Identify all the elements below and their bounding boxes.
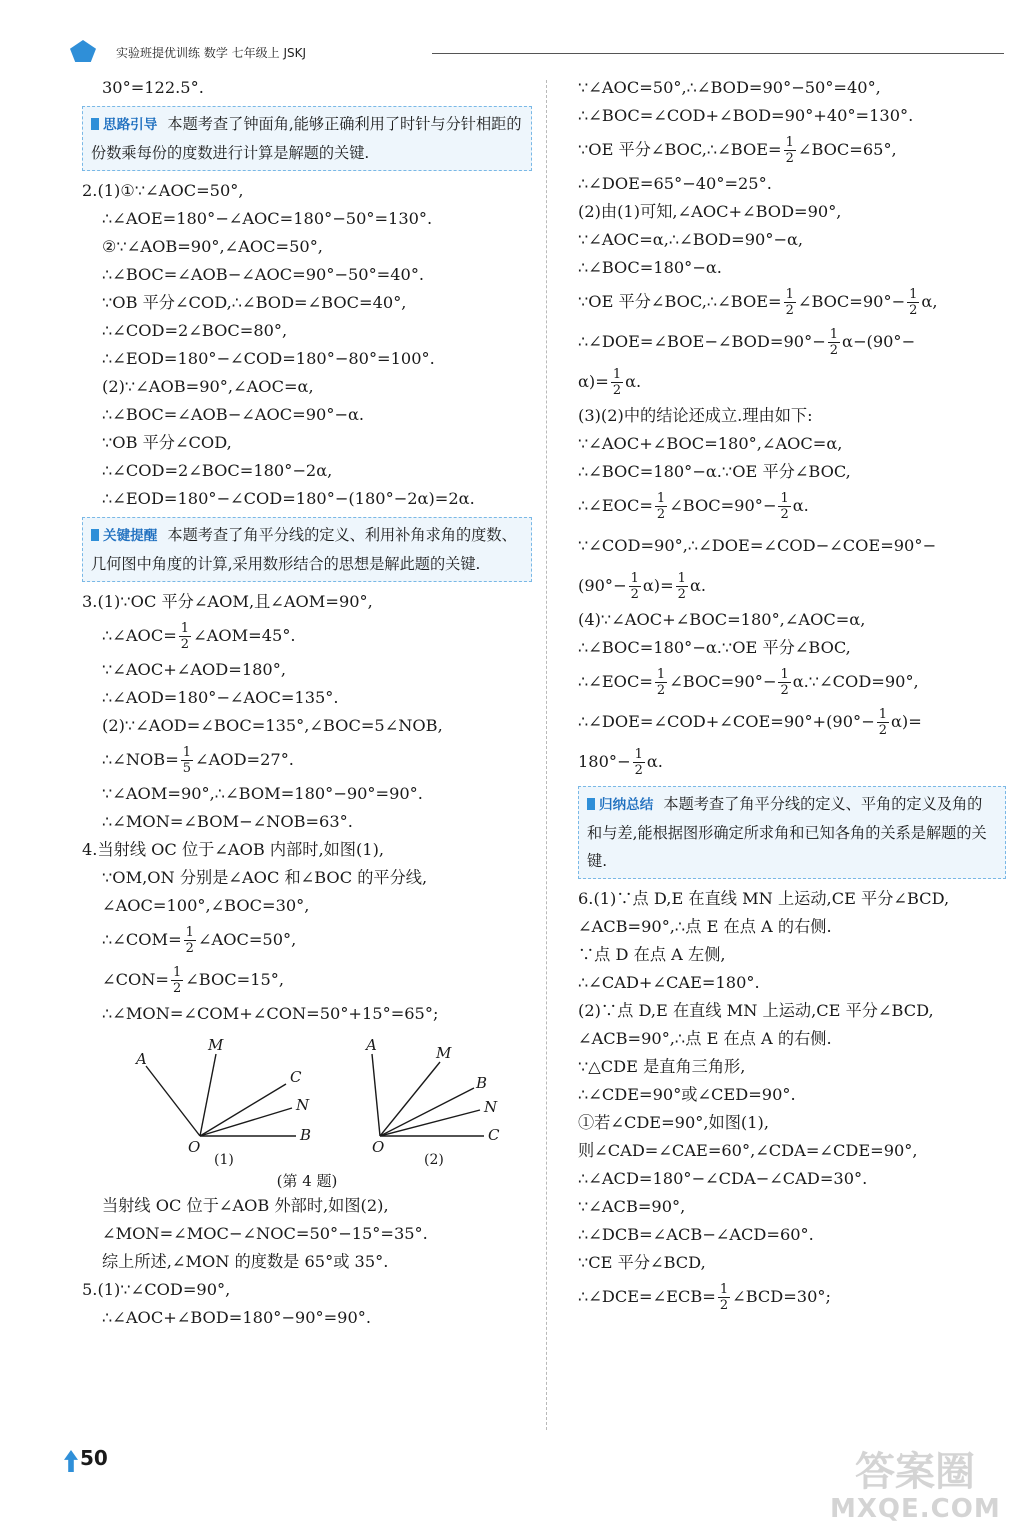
- text-line: ∠AOC=100°,∠BOC=30°,: [102, 896, 310, 915]
- angle-figures: [82, 1032, 532, 1168]
- formula-line: [578, 486, 1006, 526]
- fraction: [828, 327, 840, 358]
- text-line: ∴∠BOC=∠COD+∠BOD=90°+40°=130°.: [578, 106, 914, 125]
- text-line: ∴∠BOC=∠AOB−∠AOC=90°−50°=40°.: [102, 265, 425, 284]
- denominator: 2: [656, 682, 666, 698]
- formula-text: α)=: [642, 576, 674, 595]
- formula-text: 180°−: [578, 752, 631, 771]
- text-line: ∴∠BOC=∠AOB−∠AOC=90°−α.: [102, 405, 365, 424]
- tip-tag: 关键提醒: [91, 528, 157, 544]
- text-line: 2.(1)①∵∠AOC=50°,: [82, 181, 244, 200]
- text-line: ∵OB 平分∠COD,: [102, 433, 232, 452]
- fraction: [718, 1282, 730, 1313]
- numerator: 1: [182, 744, 192, 760]
- formula-text: ∠AOC=50°,: [197, 930, 297, 949]
- denominator: 2: [785, 150, 794, 166]
- page-number: 50: [80, 1446, 108, 1470]
- denominator: 2: [719, 1297, 729, 1313]
- numerator: 1: [612, 366, 622, 382]
- text-line: 5.(1)∵∠COD=90°,: [82, 1280, 231, 1299]
- watermark-brand: 答案圈: [855, 1449, 975, 1495]
- ray-OM: [200, 1054, 216, 1136]
- label-C-2: C: [488, 1126, 500, 1144]
- formula-text: ∴∠EOC=: [578, 672, 653, 691]
- text-line: 30°=122.5°.: [102, 78, 204, 97]
- text-line: ∴∠DOE=65°−40°=25°.: [578, 174, 772, 193]
- formula-text: ∵OE 平分∠BOC,∴∠BOE=: [578, 292, 782, 311]
- text-line: ∵CE 平分∠BCD,: [578, 1253, 706, 1272]
- formula-line: [578, 1277, 1006, 1317]
- numerator: 1: [630, 570, 639, 586]
- text-line: (4)∵∠AOC+∠BOC=180°,∠AOC=α,: [578, 610, 866, 629]
- page-header: [70, 40, 1005, 66]
- numerator: 1: [656, 490, 666, 506]
- watermark-url: MXQE.COM: [830, 1494, 1001, 1524]
- denominator: 2: [785, 302, 794, 318]
- denominator: 2: [656, 506, 666, 522]
- numerator: 1: [634, 746, 643, 762]
- text-line: ∴∠BOC=180°−α.: [578, 258, 722, 277]
- numerator: 1: [909, 286, 918, 302]
- figure-caption: (第 4 题): [276, 1172, 338, 1190]
- formula-text: ∴∠EOC=: [578, 496, 653, 515]
- formula-line: [578, 362, 1006, 402]
- formula-line: [578, 130, 1006, 170]
- formula-text: α)=: [890, 712, 922, 731]
- text-line: ∴∠AOE=180°−∠AOC=180°−50°=130°.: [102, 209, 433, 228]
- fraction: [778, 667, 790, 698]
- text-line: ∴∠MON=∠BOM−∠NOB=63°.: [102, 812, 353, 831]
- text-line: ∴∠COD=2∠BOC=80°,: [102, 321, 288, 340]
- numerator: 1: [656, 666, 666, 682]
- denominator: 2: [180, 636, 190, 652]
- denominator: 2: [612, 382, 622, 398]
- fraction: [181, 745, 193, 776]
- label-A-2: A: [366, 1036, 377, 1054]
- formula-line: [578, 282, 1006, 322]
- formula-text: ∠BOC=65°,: [797, 140, 897, 159]
- ray-OM-2: [380, 1062, 440, 1136]
- text-line: ∴∠BOC=180°−α.∵OE 平分∠BOC,: [578, 638, 851, 657]
- text-line: ①若∠CDE=90°,如图(1),: [578, 1113, 769, 1132]
- text-line: ∴∠ACD=180°−∠CDA−∠CAD=30°.: [578, 1169, 868, 1188]
- angle-figures-svg: [82, 1032, 532, 1168]
- text-line: ∴∠CAD+∠CAE=180°.: [578, 973, 760, 992]
- formula-text: α.: [792, 496, 809, 515]
- column-divider: [546, 80, 547, 1430]
- text-line: 4.当射线 OC 位于∠AOB 内部时,如图(1),: [82, 840, 385, 859]
- formula-text: ∴∠DCE=∠ECB=: [578, 1287, 716, 1306]
- text-line: ∠ACB=90°,∴点 E 在点 A 的右侧.: [578, 1029, 832, 1048]
- figure-1-label: (1): [214, 1152, 234, 1168]
- tip-tag: 思路引导: [91, 117, 157, 133]
- formula-text: (90°−: [578, 576, 627, 595]
- text-line: ∵∠AOC+∠BOC=180°,∠AOC=α,: [578, 434, 843, 453]
- page-number-badge: [64, 1446, 110, 1476]
- formula-line: [82, 920, 532, 960]
- denominator: 2: [634, 762, 643, 778]
- label-N-2: N: [484, 1098, 498, 1116]
- numerator: 1: [780, 666, 789, 682]
- ray-OB-2: [380, 1088, 474, 1136]
- text-line: ∵OM,ON 分别是∠AOC 和∠BOC 的平分线,: [102, 868, 428, 887]
- denominator: 2: [878, 722, 887, 738]
- text-line: ∵∠AOC=50°,∴∠BOD=90°−50°=40°,: [578, 78, 881, 97]
- formula-text: ∠BOC=90°−: [797, 292, 906, 311]
- numerator: 1: [172, 964, 182, 980]
- text-line: ∵∠COD=90°,∴∠DOE=∠COD−∠COE=90°−: [578, 536, 937, 555]
- fraction: [877, 707, 889, 738]
- text-line: ∴∠CDE=90°或∠CED=90°.: [578, 1085, 796, 1104]
- numerator: 1: [180, 620, 190, 636]
- formula-line: [82, 616, 532, 656]
- ray-OC: [200, 1084, 286, 1136]
- text-line: ∵∠AOC+∠AOD=180°,: [102, 660, 286, 679]
- formula-line: [578, 702, 1006, 742]
- up-arrow-icon: [64, 1450, 78, 1472]
- formula-text: ∴∠DOE=∠BOE−∠BOD=90°−: [578, 332, 826, 351]
- label-C: C: [290, 1068, 302, 1086]
- text-line: 3.(1)∵OC 平分∠AOM,且∠AOM=90°,: [82, 592, 373, 611]
- text-line: ②∵∠AOB=90°,∠AOC=50°,: [102, 237, 323, 256]
- label-O-2: O: [372, 1138, 385, 1156]
- right-column: [578, 74, 1006, 1317]
- denominator: 2: [829, 342, 839, 358]
- header-rule: [432, 53, 1004, 54]
- ray-OA-2: [372, 1054, 380, 1136]
- formula-text: ∴∠DOE=∠COD+∠COE=90°+(90°−: [578, 712, 875, 731]
- formula-line: [578, 322, 1006, 362]
- denominator: 2: [172, 980, 182, 996]
- fraction: [784, 135, 796, 166]
- formula-text: α)=: [578, 372, 609, 391]
- denominator: 2: [185, 940, 194, 956]
- fraction: [676, 571, 688, 602]
- fraction: [629, 571, 641, 602]
- left-column: [82, 74, 532, 1332]
- formula-line: [82, 740, 532, 780]
- formula-line: [578, 662, 1006, 702]
- text-line: (3)(2)中的结论还成立.理由如下:: [578, 406, 813, 425]
- formula-text: ∴∠COM=: [102, 930, 182, 949]
- numerator: 1: [785, 286, 794, 302]
- formula-text: ∵OE 平分∠BOC,∴∠BOE=: [578, 140, 782, 159]
- text-line: ∴∠BOC=180°−α.∵OE 平分∠BOC,: [578, 462, 851, 481]
- text-line: ∴∠AOD=180°−∠AOC=135°.: [102, 688, 339, 707]
- formula-text: α.: [646, 752, 663, 771]
- fraction: [907, 287, 919, 318]
- text-line: ∴∠AOC+∠BOD=180°−90°=90°.: [102, 1308, 371, 1327]
- text-line: ∵∠ACB=90°,: [578, 1197, 686, 1216]
- label-A: A: [136, 1050, 147, 1068]
- formula-text: ∠CON=: [102, 970, 169, 989]
- formula-text: ∴∠NOB=: [102, 750, 179, 769]
- formula-text: ∠AOD=27°.: [195, 750, 294, 769]
- formula-text: ∴∠AOC=: [102, 626, 177, 645]
- fraction: [611, 367, 623, 398]
- fraction: [778, 491, 790, 522]
- formula-text: α.: [689, 576, 707, 595]
- numerator: 1: [677, 570, 686, 586]
- text-line: ∠MON=∠MOC−∠NOC=50°−15°=35°.: [102, 1224, 428, 1243]
- text-line: (2)∵∠AOB=90°,∠AOC=α,: [102, 377, 314, 396]
- numerator: 1: [785, 134, 794, 150]
- formula-text: α.: [625, 372, 642, 391]
- figure-2-label: (2): [424, 1152, 444, 1168]
- fraction: [633, 747, 645, 778]
- text-line: ∵OB 平分∠COD,∴∠BOD=∠BOC=40°,: [102, 293, 407, 312]
- denominator: 2: [780, 682, 789, 698]
- text-line: (2)∵∠AOD=∠BOC=135°,∠BOC=5∠NOB,: [102, 716, 443, 735]
- formula-text: ∠BOC=90°−: [669, 496, 777, 515]
- formula-text: α−(90°−: [842, 332, 916, 351]
- fraction: [784, 287, 796, 318]
- text-line: ∴∠EOD=180°−∠COD=180°−80°=100°.: [102, 349, 435, 368]
- tip-text: 本题考查了角平分线的定义、利用补角求角的度数、几何图中角度的计算,采用数形结合的思想是解此题的关键.: [91, 526, 517, 573]
- text-line: ∴∠DCB=∠ACB−∠ACD=60°.: [578, 1225, 814, 1244]
- text-line: ∵∠AOM=90°,∴∠BOM=180°−90°=90°.: [102, 784, 423, 803]
- denominator: 2: [677, 586, 686, 602]
- watermark: [830, 1450, 1000, 1530]
- text-line: 则∠CAD=∠CAE=60°,∠CDA=∠CDE=90°,: [578, 1141, 918, 1160]
- label-M-2: M: [436, 1044, 452, 1062]
- denominator: 2: [630, 586, 639, 602]
- header-title: 实验班提优训练 数学 七年级上 JSKJ: [116, 46, 307, 60]
- formula-text: α.∵∠COD=90°,: [792, 672, 919, 691]
- formula-line: [578, 566, 1006, 606]
- fraction: [179, 621, 191, 652]
- text-line: 6.(1)∵点 D,E 在直线 MN 上运动,CE 平分∠BCD,: [578, 889, 950, 908]
- ray-ON-2: [380, 1110, 480, 1136]
- text-line: ∠ACB=90°,∴点 E 在点 A 的右侧.: [578, 917, 832, 936]
- label-O: O: [188, 1138, 201, 1156]
- formula-line: [578, 742, 1006, 782]
- book-logo-icon: [70, 40, 96, 62]
- text-line: ∵点 D 在点 A 左侧,: [578, 945, 726, 964]
- formula-line: [82, 960, 532, 1000]
- ray-ON: [200, 1108, 292, 1136]
- formula-text: ∠BOC=90°−: [669, 672, 777, 691]
- text-line: 综上所述,∠MON 的度数是 65°或 35°.: [102, 1252, 389, 1271]
- formula-text: ∠BCD=30°;: [732, 1287, 831, 1306]
- denominator: 5: [182, 760, 192, 776]
- formula-text: α,: [921, 292, 938, 311]
- formula-text: ∠BOC=15°,: [185, 970, 285, 989]
- label-B-2: B: [476, 1074, 488, 1092]
- ray-OA: [146, 1066, 200, 1136]
- text-line: ∴∠COD=2∠BOC=180°−2α,: [102, 461, 333, 480]
- text-line: (2)由(1)可知,∠AOC+∠BOD=90°,: [578, 202, 842, 221]
- tip-box-thinking: [82, 106, 532, 171]
- formula-text: ∠AOM=45°.: [193, 626, 296, 645]
- text-line: ∵△CDE 是直角三角形,: [578, 1057, 746, 1076]
- fraction: [171, 965, 183, 996]
- label-B: B: [300, 1126, 312, 1144]
- text-line: ∴∠MON=∠COM+∠CON=50°+15°=65°;: [102, 1004, 439, 1023]
- denominator: 2: [780, 506, 789, 522]
- tip-box-key-reminder: [82, 517, 532, 582]
- label-M: M: [208, 1036, 224, 1054]
- numerator: 1: [185, 924, 194, 940]
- numerator: 1: [829, 326, 839, 342]
- numerator: 1: [719, 1281, 729, 1297]
- fraction: [655, 667, 667, 698]
- tip-text: 本题考查了角平分线的定义、平角的定义及角的和与差,能根据图形确定所求角和已知各角的关系是解题的关键.: [587, 795, 987, 870]
- text-line: ∵∠AOC=α,∴∠BOD=90°−α,: [578, 230, 804, 249]
- tip-text: 本题考查了钟面角,能够正确利用了时针与分针相距的份数乘每份的度数进行计算是解题的关键.: [91, 115, 522, 162]
- numerator: 1: [780, 490, 789, 506]
- text-line: (2)∵点 D,E 在直线 MN 上运动,CE 平分∠BCD,: [578, 1001, 934, 1020]
- label-N: N: [296, 1096, 310, 1114]
- tip-box-summary: [578, 786, 1006, 879]
- fraction: [655, 491, 667, 522]
- text-line: ∴∠EOD=180°−∠COD=180°−(180°−2α)=2α.: [102, 489, 475, 508]
- numerator: 1: [878, 706, 887, 722]
- fraction: [184, 925, 196, 956]
- tip-tag: 归纳总结: [587, 797, 653, 813]
- denominator: 2: [909, 302, 918, 318]
- text-line: 当射线 OC 位于∠AOB 外部时,如图(2),: [102, 1196, 389, 1215]
